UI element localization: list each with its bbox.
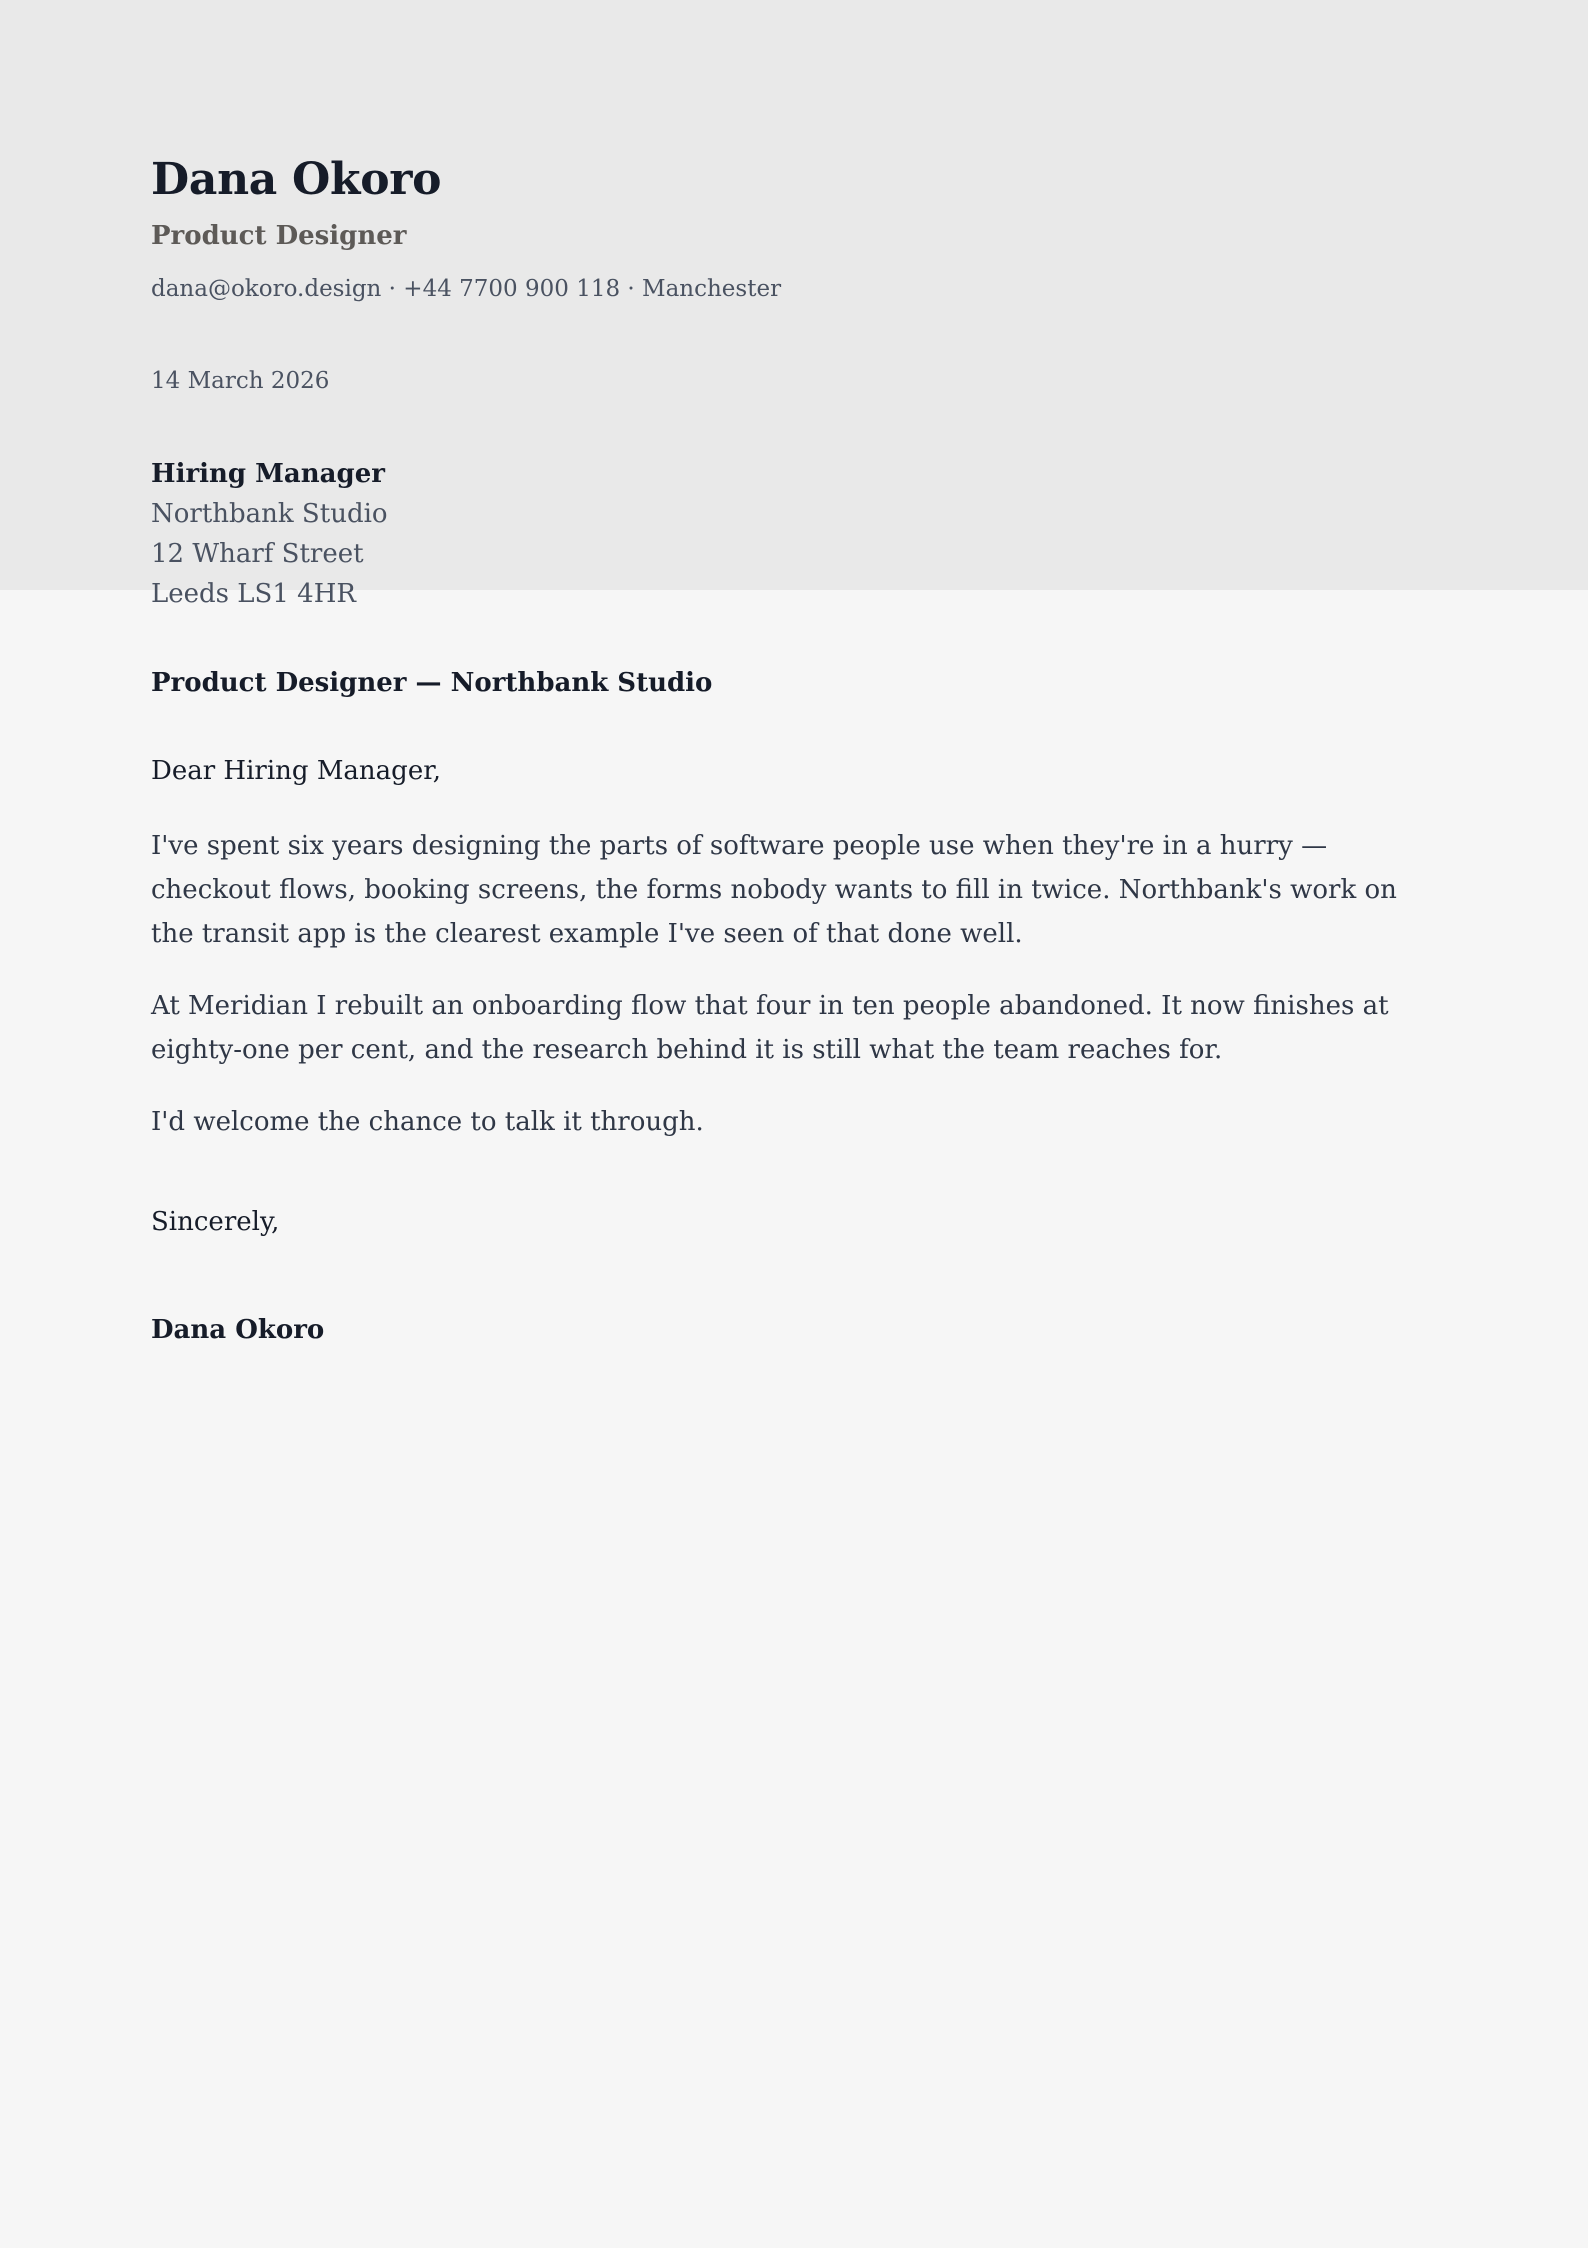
body-paragraph-2: At Meridian I rebuilt an onboarding flow that four in ten people abandoned. It now finishes at eighty-one per cent, and the research behind it is still what the team reaches for. [151,991,1389,1065]
recipient-name: Hiring Manager [151,459,385,489]
recipient-street: 12 Wharf Street [151,539,364,569]
recipient-company: Northbank Studio [151,499,388,529]
salutation: Dear Hiring Manager, [151,756,442,786]
sender-contact: dana@okoro.design · +44 7700 900 118 · Manchester [151,276,782,302]
signature-name: Dana Okoro [151,1315,325,1345]
sender-role: Product Designer [151,221,407,251]
body-paragraph-3: I'd welcome the chance to talk it through. [151,1107,704,1137]
closing: Sincerely, [151,1207,280,1237]
letter-date: 14 March 2026 [151,368,330,394]
letter-subject: Product Designer — Northbank Studio [151,668,713,698]
sender-name: Dana Okoro [151,154,442,205]
body-paragraph-1: I've spent six years designing the parts of software people use when they're in a hurry — checkout flows, booking screens, the forms nobody wants to fill in twice. Northbank's work on the transit app is the clearest example I've seen of that done well. [151,831,1397,949]
recipient-address [151,454,388,614]
recipient-city: Leeds LS1 4HR [151,579,356,609]
